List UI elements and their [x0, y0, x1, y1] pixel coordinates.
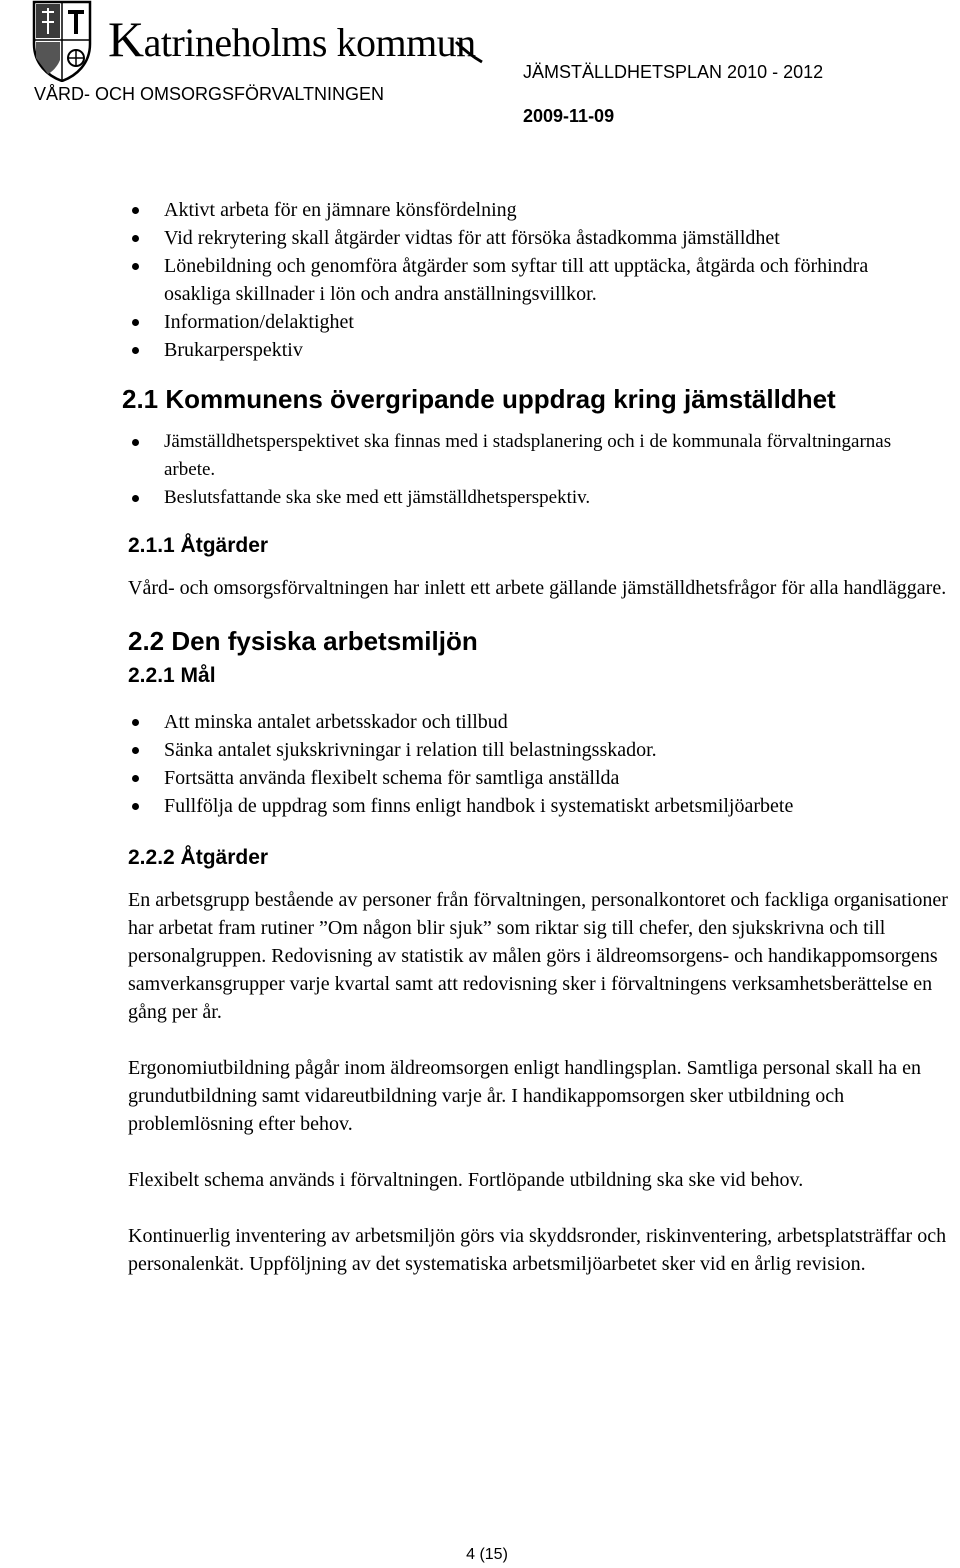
- intro-bullet-list: [128, 196, 954, 364]
- section-heading-2-1-1: 2.1.1 Åtgärder: [128, 534, 269, 557]
- department-name: VÅRD- OCH OMSORGSFÖRVALTNINGEN: [34, 84, 385, 104]
- paragraph: Kontinuerlig inventering av arbetsmiljön görs via skyddsronder, riskinventering, arbetsplatsträffar och personalenkät. Uppföljning av det systematiska arbetsmiljöarbetet sker vid en årlig revision.: [128, 1225, 947, 1275]
- list-item: Sänka antalet sjukskrivningar i relation till belastningsskador.: [128, 736, 954, 764]
- section-heading-2-2: 2.2 Den fysiska arbetsmiljön: [128, 626, 478, 656]
- municipal-crest-icon: [30, 0, 94, 82]
- document-title: JÄMSTÄLLDHETSPLAN 2010 - 2012: [523, 62, 824, 82]
- list-item: Vid rekrytering skall åtgärder vidtas för att försöka åstadkomma jämställdhet: [128, 224, 954, 252]
- list-item: Jämställdhetsperspektivet ska finnas med i stadsplanering och i de kommunala förvaltningarnas arbete.: [128, 428, 954, 484]
- organization-name-rest: atrineholms kommun: [143, 20, 476, 65]
- list-item: Lönebildning och genomföra åtgärder som syftar till att upptäcka, åtgärda och förhindra osakliga skillnader i lön och andra anställningsvillkor.: [128, 252, 954, 308]
- document-date: 2009-11-09: [523, 106, 615, 126]
- section-2-1-1-text: Vård- och omsorgsförvaltningen har inlett ett arbete gällande jämställdhetsfrågor för alla handläggare.: [128, 577, 947, 599]
- organization-name: [108, 11, 476, 67]
- list-item: Fortsätta använda flexibelt schema för samtliga anställda: [128, 764, 954, 792]
- page-number: 4 (15): [466, 1546, 508, 1563]
- paragraph: Ergonomiutbildning pågår inom äldreomsorgen enligt handlingsplan. Samtliga personal skall ha en grundutbildning samt vidareutbildning varje år. I handikappomsorgen sker utbildning och problemlösning efter behov.: [128, 1057, 922, 1135]
- document-body: [122, 196, 954, 1278]
- section-heading-2-2-1: 2.2.1 Mål: [128, 664, 216, 687]
- section-heading-2-2-2: 2.2.2 Åtgärder: [128, 846, 269, 869]
- list-item: Information/delaktighet: [128, 308, 954, 336]
- section-2-1-bullet-list: [128, 428, 954, 512]
- list-item: Aktivt arbeta för en jämnare könsfördelning: [128, 196, 954, 224]
- logo-swoosh-icon: [454, 40, 484, 64]
- organization-name-initial: K: [108, 11, 144, 67]
- section-heading-2-1: 2.1 Kommunens övergripande uppdrag kring jämställdhet: [122, 384, 836, 414]
- paragraph: Flexibelt schema används i förvaltningen. Fortlöpande utbildning ska ske vid behov.: [128, 1169, 804, 1191]
- list-item: Fullfölja de uppdrag som finns enligt handbok i systematiskt arbetsmiljöarbete: [128, 792, 954, 820]
- list-item: Att minska antalet arbetsskador och tillbud: [128, 708, 954, 736]
- goal-bullet-list: [128, 708, 954, 820]
- list-item: Beslutsfattande ska ske med ett jämställdhetsperspektiv.: [128, 484, 954, 512]
- paragraph: En arbetsgrupp bestående av personer från förvaltningen, personalkontoret och fackliga organisationer har arbetat fram rutiner ”Om någon blir sjuk” som riktar sig till chefer, den sjukskrivna och till personalgruppen. Redovisning av statistik av målen görs i äldreomsorgens- och handikappomsorgens samverkansgrupper varje kvartal samt att redovisning sker i förvaltningens verksamhetsberättelse en gång per år.: [128, 889, 948, 1023]
- list-item: Brukarperspektiv: [128, 336, 954, 364]
